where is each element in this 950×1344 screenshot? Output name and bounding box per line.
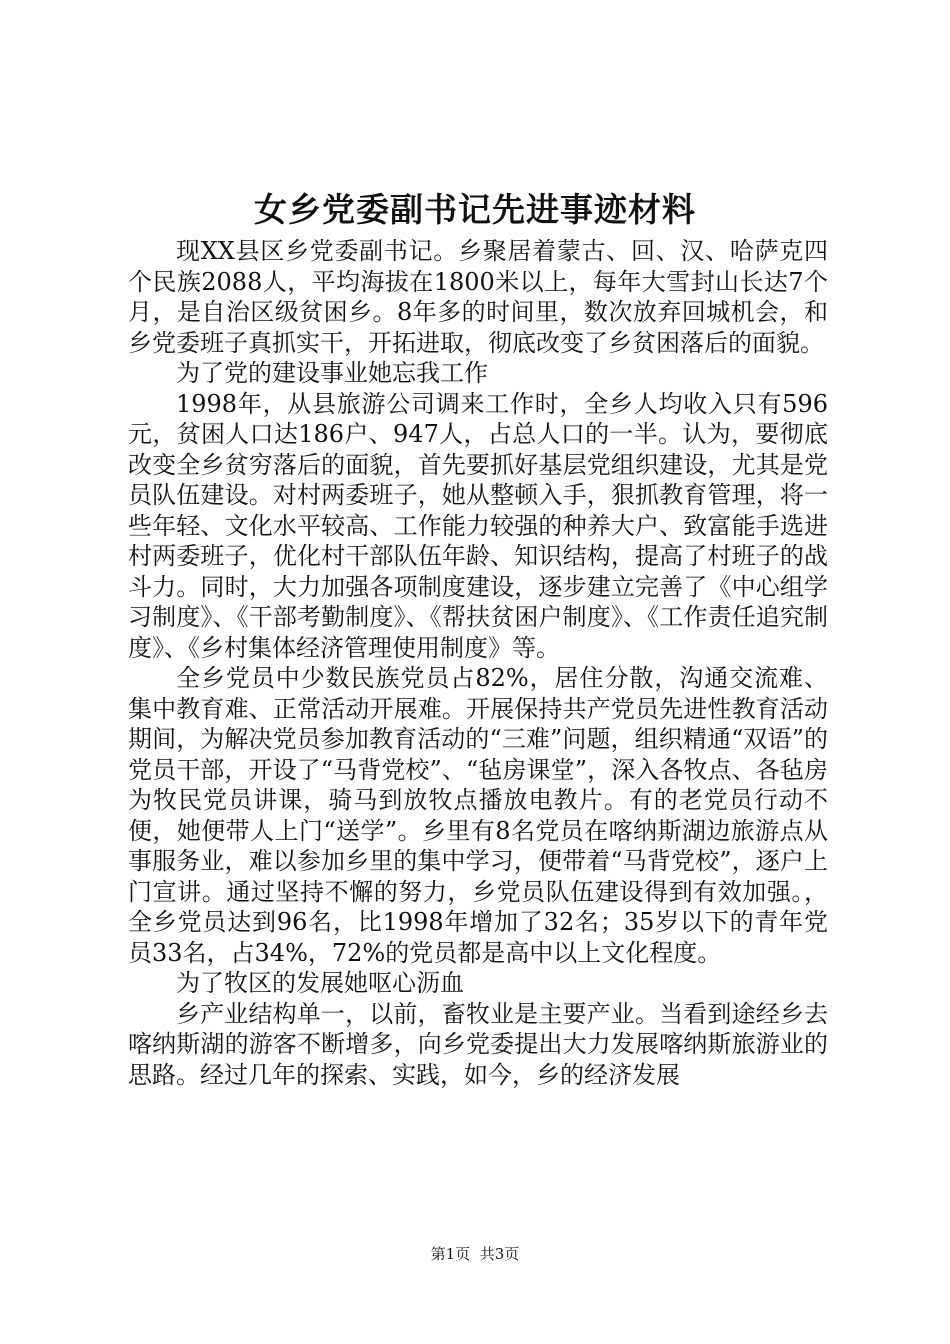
document-title: 女乡党委副书记先进事迹材料 <box>254 190 696 229</box>
footer-separator <box>470 1245 480 1263</box>
document-body <box>128 236 828 1090</box>
paragraph-party-members: 全乡党员中少数民族党员占82%，居住分散，沟通交流难、集中教育难、正常活动开展难。开展保持共产党员先进性教育活动期间，为解决党员参加教育活动的“三难”问题，组织精通“双语”的党员干部，开设了“马背党校”、“毡房课堂”，深入各牧点、各毡房为牧民党员讲课，骑马到放牧点播放电教片。有的老党员行动不便，她便带人上门“送学”。乡里有8名党员在喀纳斯湖边旅游点从事服务业，难以参加乡里的集中学习，便带着“马背党校”，逐户上门宣讲。通过坚持不懈的努力，乡党员队伍建设得到有效加强。，全乡党员达到96名，比1998年增加了32名；35岁以下的青年党员33名，占34%，72%的党员都是高中以上文化程度。 <box>128 664 828 967</box>
page-total: 共3页 <box>479 1245 520 1263</box>
intro-paragraph: 现XX县区乡党委副书记。乡聚居着蒙古、回、汉、哈萨克四个民族2088人，平均海拔在1800米以上，每年大雪封山长达7个月，是自治区级贫困乡。8年多的时间里，数次放弃回城机会，和乡党委班子真抓实干，开拓进取，彻底改变了乡贫困落后的面貌。 <box>128 237 828 357</box>
section-heading-party-building: 为了党的建设事业她忘我工作 <box>176 359 488 387</box>
paragraph-party-organization: 1998年，从县旅游公司调来工作时，全乡人均收入只有596元，贫困人口达186户、947人，占总人口的一半。认为，要彻底改变全乡贫穷落后的面貌，首先要抓好基层党组织建设，尤其是党员队伍建设。对村两委班子，她从整顿入手，狠抓教育管理，将一些年轻、文化水平较高、工作能力较强的种养大户、致富能手选进村两委班子，优化村干部队伍年龄、知识结构，提高了村班子的战斗力。同时，大力加强各项制度建设，逐步建立完善了《中心组学习制度》、《干部考勤制度》、《帮扶贫困户制度》、《工作责任追究制度》、《乡村集体经济管理使用制度》等。 <box>128 389 828 662</box>
page-footer <box>0 1244 950 1264</box>
page-number: 第1页 <box>430 1245 471 1263</box>
section-heading-pastoral-development: 为了牧区的发展她呕心沥血 <box>176 969 464 997</box>
paragraph-industry: 乡产业结构单一，以前，畜牧业是主要产业。当看到途经乡去喀纳斯湖的游客不断增多，向乡党委提出大力发展喀纳斯旅游业的思路。经过几年的探索、实践，如今，乡的经济发展 <box>128 999 828 1089</box>
